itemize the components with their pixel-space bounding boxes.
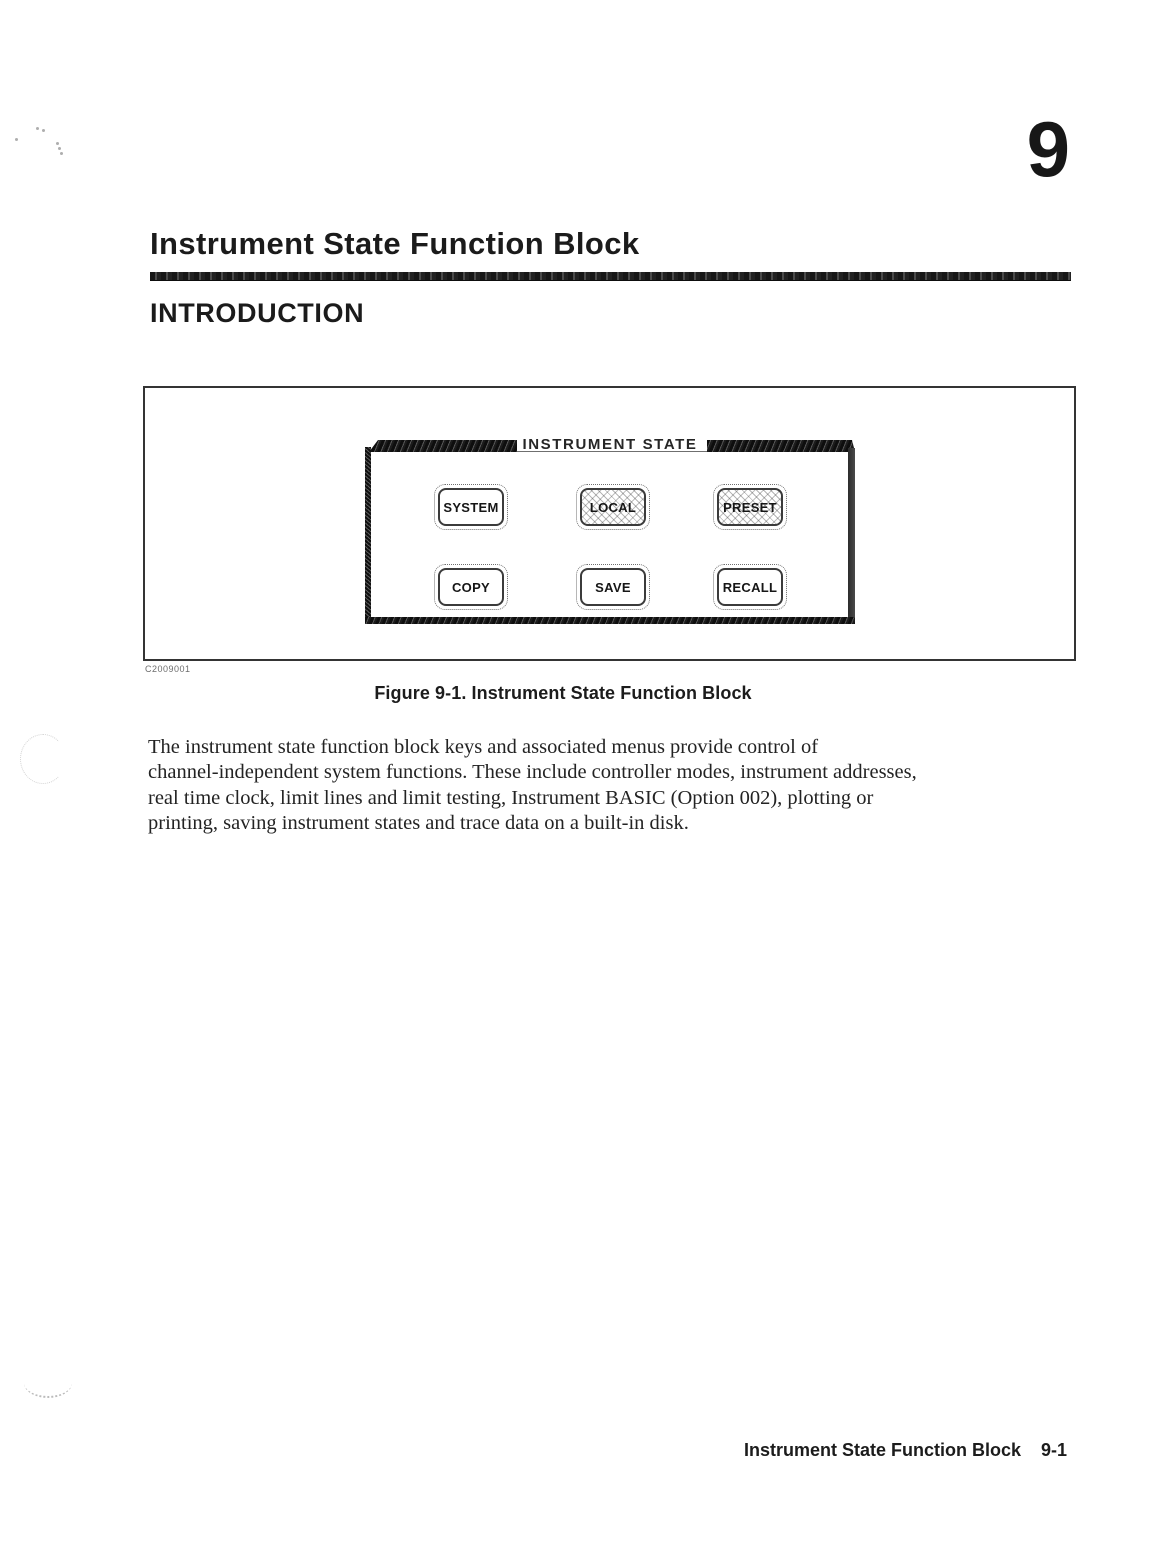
figure-photo-id: C2009001 xyxy=(145,664,191,674)
section-heading: INTRODUCTION xyxy=(150,298,365,328)
figure-caption: Figure 9-1. Instrument State Function Block xyxy=(374,683,752,703)
key-save xyxy=(576,564,650,610)
key-recall-label: RECALL xyxy=(717,568,783,606)
page-title: Instrument State Function Block xyxy=(150,226,640,261)
key-save-label: SAVE xyxy=(580,568,646,606)
figure-box xyxy=(143,386,1076,661)
scan-speck xyxy=(58,147,61,150)
scan-speck xyxy=(60,152,63,155)
panel-left-edge xyxy=(365,447,371,624)
body-line: channel-independent system functions. These include controller modes, instrument addresses, xyxy=(148,761,917,784)
scan-smudge xyxy=(24,1368,72,1398)
key-local-label: LOCAL xyxy=(580,488,646,526)
scan-speck xyxy=(15,138,18,141)
scan-speck xyxy=(56,142,59,145)
panel-right-edge xyxy=(848,448,855,624)
key-preset xyxy=(713,484,787,530)
scan-speck xyxy=(42,129,45,132)
footer-page-number: 9-1 xyxy=(1040,1440,1067,1460)
key-copy-label: COPY xyxy=(438,568,504,606)
key-copy xyxy=(434,564,508,610)
panel-bottom-edge xyxy=(365,617,855,624)
page-footer xyxy=(744,1440,1067,1461)
key-system xyxy=(434,484,508,530)
chapter-number: 9 xyxy=(1026,105,1070,193)
body-line: printing, saving instrument states and trace data on a built-in disk. xyxy=(148,812,689,835)
panel-title: INSTRUMENT STATE xyxy=(522,436,698,453)
body-line: real time clock, limit lines and limit testing, Instrument BASIC (Option 002), plotting or xyxy=(148,786,874,809)
footer-title: Instrument State Function Block xyxy=(743,1440,1021,1460)
key-recall xyxy=(713,564,787,610)
key-local xyxy=(576,484,650,530)
title-rule xyxy=(150,272,1071,281)
instrument-state-panel xyxy=(365,436,855,624)
key-preset-label: PRESET xyxy=(717,488,783,526)
key-system-label: SYSTEM xyxy=(438,488,504,526)
body-line: The instrument state function block keys and associated menus provide control of xyxy=(148,736,819,758)
scan-smudge xyxy=(20,734,66,784)
body-paragraph xyxy=(148,735,1078,837)
scan-speck xyxy=(36,127,39,130)
